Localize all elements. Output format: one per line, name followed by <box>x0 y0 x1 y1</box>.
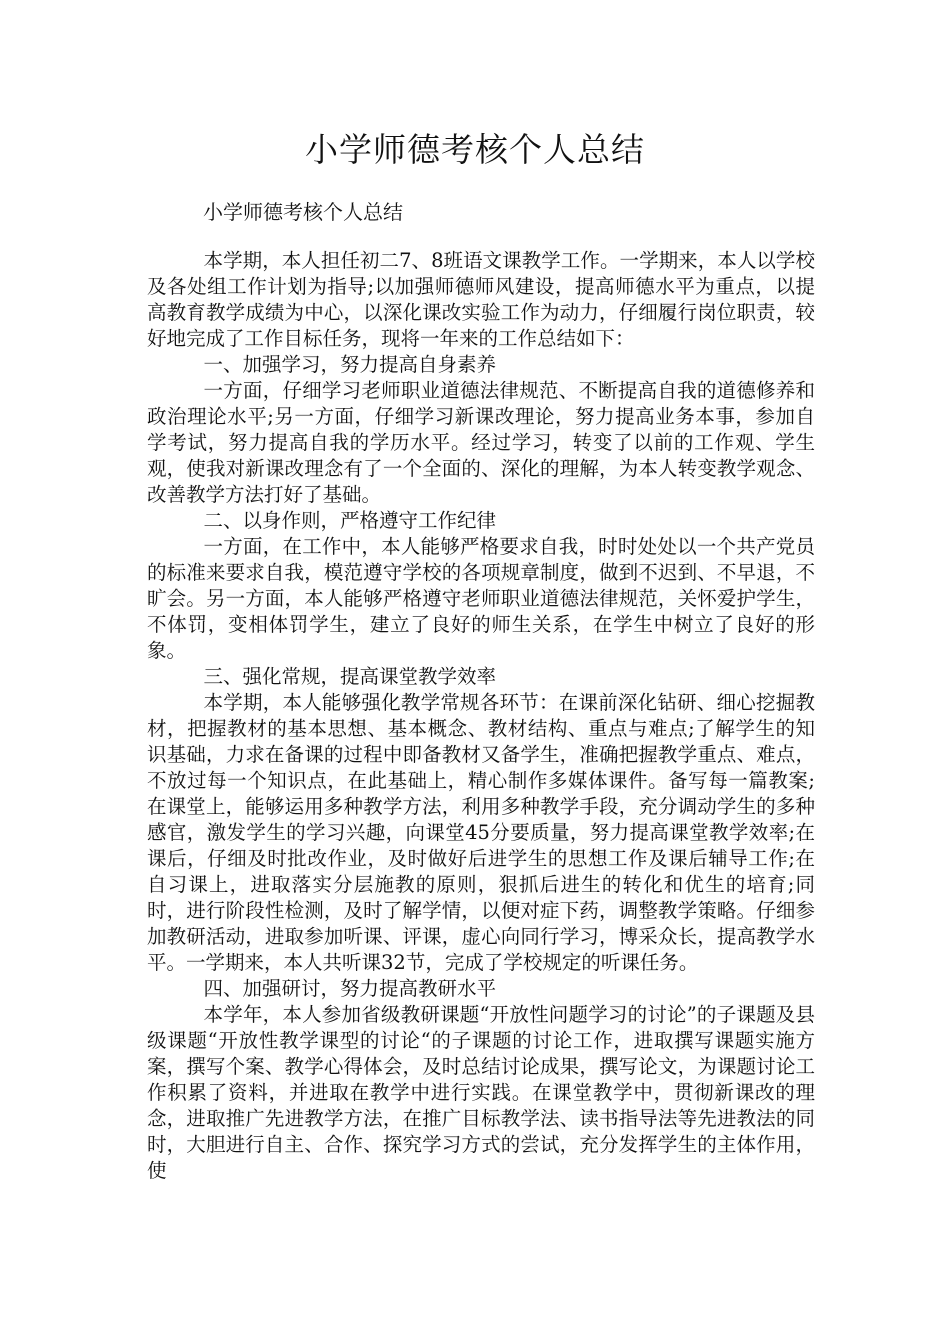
document-body <box>147 248 815 1184</box>
section-heading-4: 四、加强研讨，努力提高教研水平 <box>203 977 497 1000</box>
paragraph-section-4: 本学年，本人参加省级教研课题“开放性问题学习的讨论”的子课题及县级课题“开放性教学课型的讨论“的子课题的讨论工作，进取撰写课题实施方案，撰写个案、教学心得体会，及时总结讨论成果，撰写论文，为课题讨论工作积累了资料，并进取在教学中进行实践。在课堂教学中，贯彻新课改的理念，进取推广先进教学方法，在推广目标教学法、读书指导法等先进教法的同时，大胆进行自主、合作、探究学习方式的尝试，充分发挥学生的主体作用，使 <box>147 1003 815 1182</box>
section-heading-3: 三、强化常规，提高课堂教学效率 <box>203 665 497 688</box>
document-title: 小学师德考核个人总结 <box>305 130 645 169</box>
paragraph-section-1: 一方面，仔细学习老师职业道德法律规范、不断提高自我的道德修养和政治理论水平;另一方面，仔细学习新课改理论，努力提高业务本事，参加自学考试，努力提高自我的学历水平。经过学习，转变了以前的工作观、学生观，使我对新课改理念有了一个全面的、深化的理解，为本人转变教学观念、改善教学方法打好了基础。 <box>147 379 815 506</box>
document-subtitle: 小学师德考核个人总结 <box>203 200 403 224</box>
section-heading-1: 一、加强学习，努力提高自身素养 <box>203 353 497 376</box>
paragraph-intro: 本学期，本人担任初二7、8班语文课教学工作。一学期来，本人以学校及各处组工作计划为指导;以加强师德师风建设，提高师德水平为重点，以提高教育教学成绩为中心，以深化课改实验工作为动力，仔细履行岗位职责，较好地完成了工作目标任务，现将一年来的工作总结如下： <box>147 249 815 350</box>
paragraph-section-3: 本学期，本人能够强化教学常规各环节：在课前深化钻研、细心挖掘教材，把握教材的基本思想、基本概念、教材结构、重点与难点;了解学生的知识基础，力求在备课的过程中即备教材又备学生，准确把握教学重点、难点，不放过每一个知识点，在此基础上，精心制作多媒体课件。备写每一篇教案;在课堂上，能够运用多种教学方法，利用多种教学手段，充分调动学生的多种感官，激发学生的学习兴趣，向课堂45分要质量，努力提高课堂教学效率;在课后，仔细及时批改作业，及时做好后进学生的思想工作及课后辅导工作;在自习课上，进取落实分层施教的原则，狠抓后进生的转化和优生的培育;同时，进行阶段性检测，及时了解学情，以便对症下药，调整教学策略。仔细参加教研活动，进取参加听课、评课，虚心向同行学习，博采众长，提高教学水平。一学期来，本人共听课32节，完成了学校规定的听课任务。 <box>147 691 815 974</box>
paragraph-section-2: 一方面，在工作中，本人能够严格要求自我，时时处处以一个共产党员的标准来要求自我，模范遵守学校的各项规章制度，做到不迟到、不早退，不旷会。另一方面，本人能够严格遵守老师职业道德法律规范，关怀爱护学生，不体罚，变相体罚学生，建立了良好的师生关系，在学生中树立了良好的形象。 <box>147 535 815 662</box>
section-heading-2: 二、以身作则，严格遵守工作纪律 <box>203 509 497 532</box>
